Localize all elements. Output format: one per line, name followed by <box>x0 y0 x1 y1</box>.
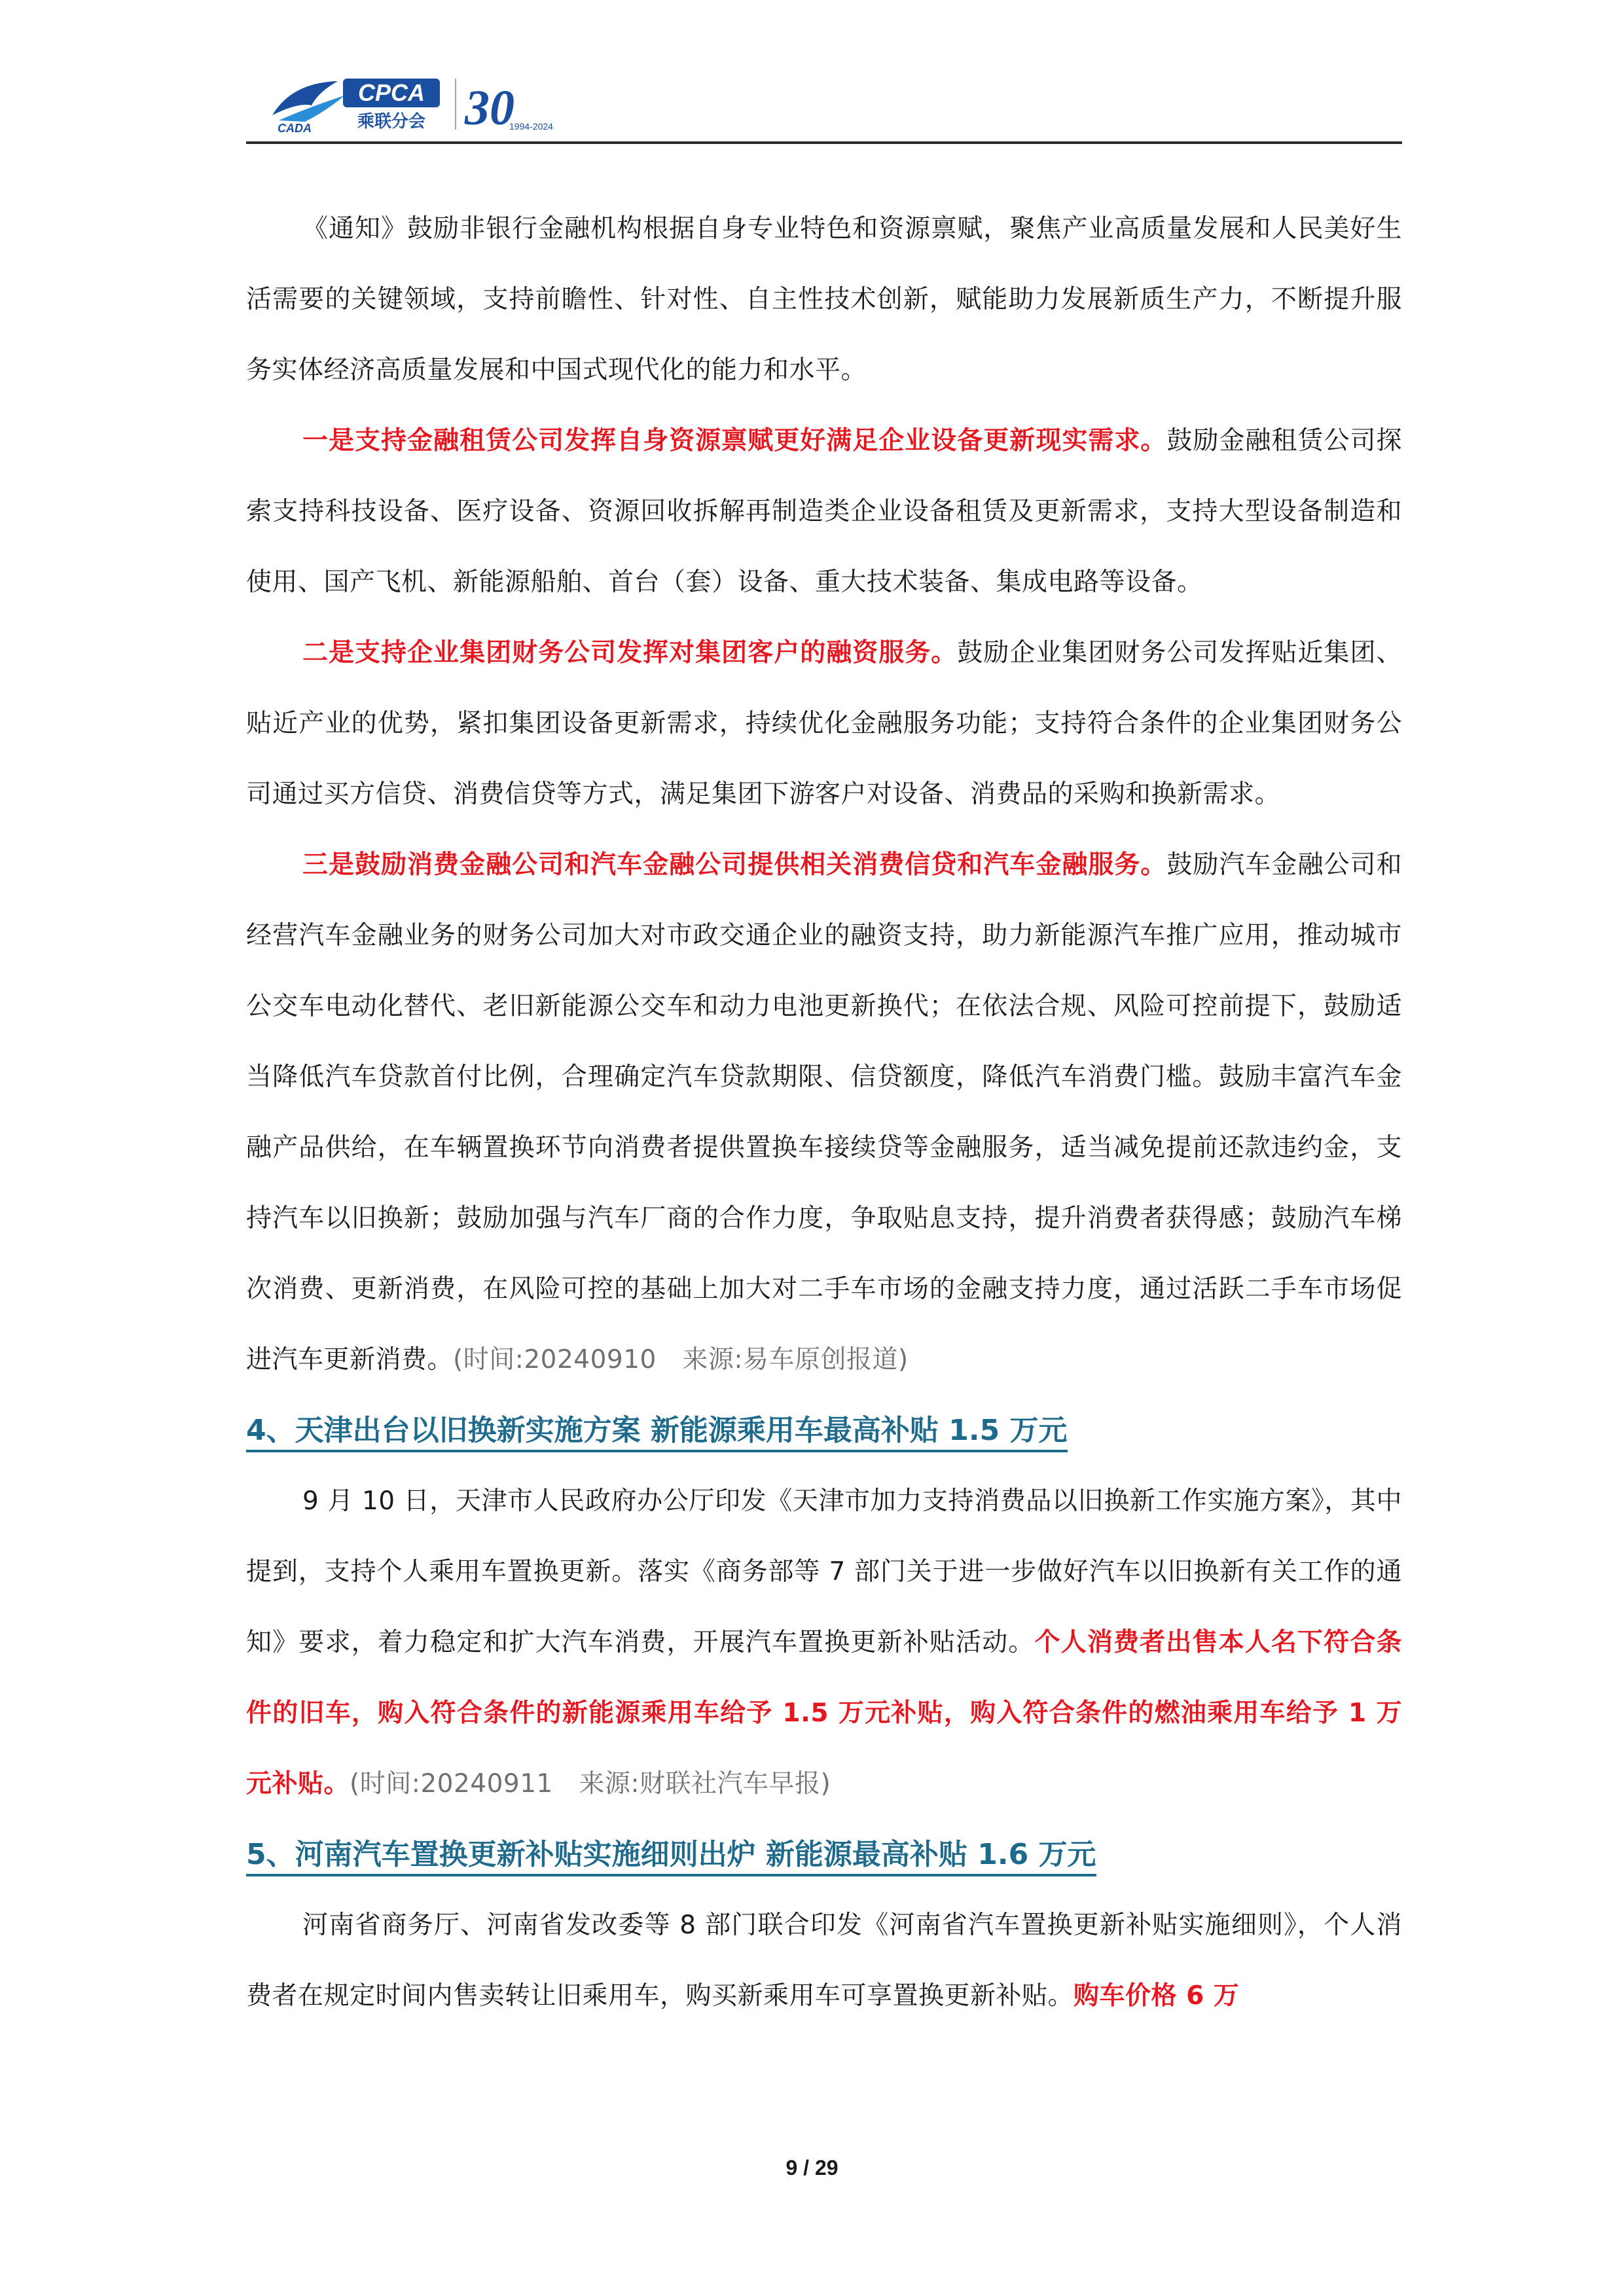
paragraph-text: 鼓励汽车金融公司和经营汽车金融业务的财务公司加大对市政交通企业的融资支持，助力新能源汽车推广应用，推动城市公交车电动化替代、老旧新能源公交车和动力电池更新换代；在依法合规、风险可控前提下，鼓励适当降低汽车贷款首付比例，合理确定汽车贷款期限、信贷额度，降低汽车消费门槛。鼓励丰富汽车金融产品供给，在车辆置换环节向消费者提供置换车接续贷等金融服务，适当减免提前还款违约金，支持汽车以旧换新；鼓励加强与汽车厂商的合作力度，争取贴息支持，提升消费者获得感；鼓励汽车梯次消费、更新消费，在风险可控的基础上加大对二手车市场的金融支持力度，通过活跃二手车市场促进汽车更新消费。 <box>246 850 1402 1374</box>
paragraph-point-3 <box>246 830 1402 1395</box>
paragraph-henan <box>246 1890 1402 2032</box>
paragraph-intro <box>246 194 1402 406</box>
anniversary-30-icon <box>464 81 553 135</box>
org-name-text: 乘联分会 <box>357 112 426 132</box>
section-heading-5 <box>246 1820 1402 1890</box>
highlight-text: 二是支持企业集团财务公司发挥对集团客户的融资服务。 <box>302 638 958 668</box>
heading-text: 5、河南汽车置换更新补贴实施细则出炉 新能源最高补贴 1.6 万元 <box>246 1838 1096 1876</box>
document-body <box>246 194 1402 2032</box>
anniversary-number: 30 <box>465 81 514 135</box>
highlight-text: 个人消费者出售本人名下符合条件的旧车，购入符合条件的新能源乘用车给予 1.5 万元补贴，购入符合条件的燃油乘用车给予 1 万元补贴。 <box>246 1628 1402 1799</box>
paragraph-text: 鼓励企业集团财务公司发挥贴近集团、贴近产业的优势，紧扣集团设备更新需求，持续优化金融服务功能；支持符合条件的企业集团财务公司通过买方信贷、消费信贷等方式，满足集团下游客户对设备、消费品的采购和换新需求。 <box>246 638 1402 809</box>
cpca-logo <box>266 69 593 135</box>
highlight-text: 三是鼓励消费金融公司和汽车金融公司提供相关消费信贷和汽车金融服务。 <box>302 850 1167 880</box>
paragraph-text: 《通知》鼓励非银行金融机构根据自身专业特色和资源禀赋，聚焦产业高质量发展和人民美好生活需要的关键领域，支持前瞻性、针对性、自主性技术创新，赋能助力发展新质生产力，不断提升服务实体经济高质量发展和中国式现代化的能力和水平。 <box>246 214 1402 385</box>
anniversary-years: 1994-2024 <box>509 121 553 132</box>
section-heading-4 <box>246 1395 1402 1466</box>
paragraph-text: 9 月 10 日，天津市人民政府办公厅印发《天津市加力支持消费品以旧换新工作实施方案》，其中提到，支持个人乘用车置换更新。落实《商务部等 7 部门关于进一步做好汽车以旧换新有关工作的通知》要求，着力稳定和扩大汽车消费，开展汽车置换更新补贴活动。 <box>246 1486 1402 1657</box>
paragraph-point-1 <box>246 406 1402 618</box>
paragraph-point-2 <box>246 618 1402 830</box>
source-note: (时间:20240910 来源:易车原创报道) <box>453 1345 909 1374</box>
highlight-text: 一是支持金融租赁公司发挥自身资源禀赋更好满足企业设备更新现实需求。 <box>302 426 1167 456</box>
highlight-text: 购车价格 6 万 <box>1074 1981 1240 2011</box>
paragraph-tianjin <box>246 1466 1402 1820</box>
page-header <box>246 63 1402 144</box>
header-divider <box>246 141 1402 144</box>
paragraph-text: 河南省商务厅、河南省发改委等 8 部门联合印发《河南省汽车置换更新补贴实施细则》，个人消费者在规定时间内售卖转让旧乘用车，购买新乘用车可享置换更新补贴。 <box>246 1910 1402 2011</box>
page-number: 9 / 29 <box>785 2156 839 2179</box>
paragraph-text: 鼓励金融租赁公司探索支持科技设备、医疗设备、资源回收拆解再制造类企业设备租赁及更新需求，支持大型设备制造和使用、国产飞机、新能源船舶、首台（套）设备、重大技术装备、集成电路等设备。 <box>246 426 1402 597</box>
cada-bird-icon <box>272 81 344 135</box>
heading-text: 4、天津出台以旧换新实施方案 新能源乘用车最高补贴 1.5 万元 <box>246 1414 1068 1452</box>
cpca-text: CPCA <box>357 79 425 106</box>
cpca-box <box>343 79 440 132</box>
source-note: (时间:20240911 来源:财联社汽车早报) <box>350 1769 831 1799</box>
cada-text: CADA <box>278 122 312 135</box>
